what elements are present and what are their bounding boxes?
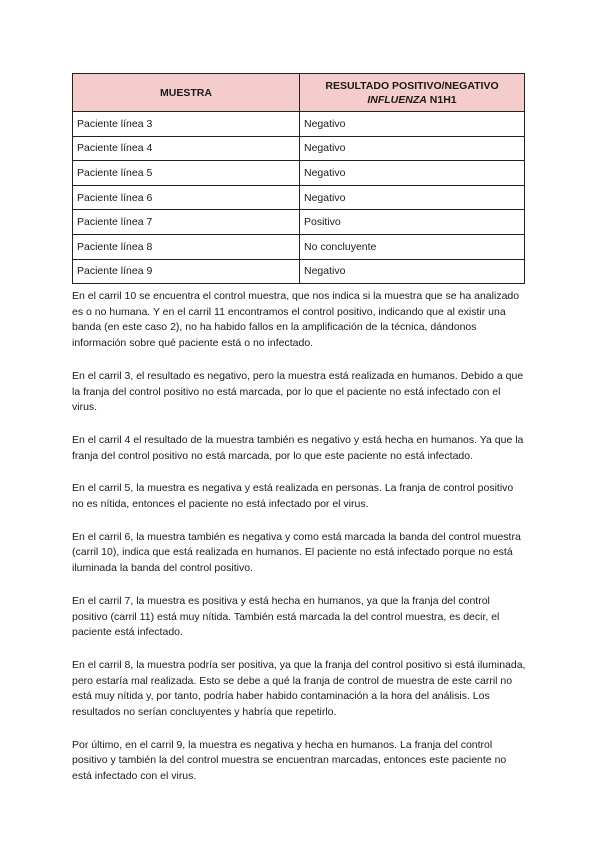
paragraph-control-description: En el carril 10 se encuentra el control muestra, que nos indica si la muestra que se ha analizado es o no humana. Y en el carril 11 encontramos el control positivo, indicando que al existir una banda (en este caso 2), no ha habido fallos en la amplificación de la técnica, dándonos información sobre qué paciente está o no infectado. [72, 290, 520, 350]
cell-resultado: Negativo [300, 112, 525, 137]
table-row [73, 185, 525, 210]
paragraph-lane-3: En el carril 3, el resultado es negativo, pero la muestra está realizada en humanos. Debido a que la franja del control positivo no está marcada, por lo que el paciente no está infectado con el virus. [72, 369, 524, 414]
cell-resultado: Negativo [300, 136, 525, 161]
header-strain: N1H1 [426, 93, 457, 106]
table-row [73, 161, 525, 186]
paragraph-lane-5: En el carril 5, la muestra es negativa y está realizada en personas. La franja de control positivo no es nítida, entonces el paciente no está infectado por el virus. [72, 482, 514, 511]
body-text [72, 289, 527, 802]
cell-muestra: Paciente línea 9 [73, 259, 300, 284]
table-row [73, 259, 525, 284]
cell-resultado: Negativo [300, 161, 525, 186]
cell-resultado: Positivo [300, 210, 525, 235]
table-header-row [73, 74, 525, 112]
table-row [73, 112, 525, 137]
cell-resultado: No concluyente [300, 234, 525, 259]
results-table [72, 73, 525, 284]
table-row [73, 210, 525, 235]
header-resultado-line1: RESULTADO POSITIVO/NEGATIVO [325, 79, 499, 92]
header-muestra: MUESTRA [73, 74, 300, 112]
paragraph-lane-6: En el carril 6, la muestra también es negativa y como está marcada la banda del control muestra (carril 10), indica que está realizada en humanos. El paciente no está infectado porque no está iluminada la banda del control positivo. [72, 530, 521, 575]
cell-muestra: Paciente línea 3 [73, 112, 300, 137]
paragraph-lane-9: Por último, en el carril 9, la muestra es negativa y hecha en humanos. La franja del control positivo y también la del control muestra se encuentran marcadas, entonces este paciente no está infectado con el virus. [72, 738, 507, 783]
header-resultado [300, 74, 525, 112]
cell-resultado: Negativo [300, 259, 525, 284]
cell-muestra: Paciente línea 4 [73, 136, 300, 161]
cell-muestra: Paciente línea 5 [73, 161, 300, 186]
table-row [73, 234, 525, 259]
cell-muestra: Paciente línea 8 [73, 234, 300, 259]
cell-muestra: Paciente línea 7 [73, 210, 300, 235]
paragraph-lane-7: En el carril 7, la muestra es positiva y está hecha en humanos, ya que la franja del control positivo (carril 11) está muy nítida. También está marcada la del control muestra, es decir, el paciente está infectado. [72, 594, 500, 639]
cell-muestra: Paciente línea 6 [73, 185, 300, 210]
header-influenza: INFLUENZA [367, 93, 427, 106]
table-row [73, 136, 525, 161]
paragraph-lane-4: En el carril 4 el resultado de la muestra también es negativo y está hecha en humanos. Ya que la franja del control positivo no está marcada, por lo que este paciente no está infectado. [72, 433, 524, 462]
cell-resultado: Negativo [300, 185, 525, 210]
paragraph-lane-8: En el carril 8, la muestra podría ser positiva, ya que la franja del control positivo si está iluminada, pero estaría mal realizada. Esto se debe a qué la franja de control de muestra de este carril no está muy nítida y, por tanto, podría haber habido contaminación a la hora del análisis. Los resultados no serían concluyentes y habría que repetirlo. [72, 658, 526, 719]
